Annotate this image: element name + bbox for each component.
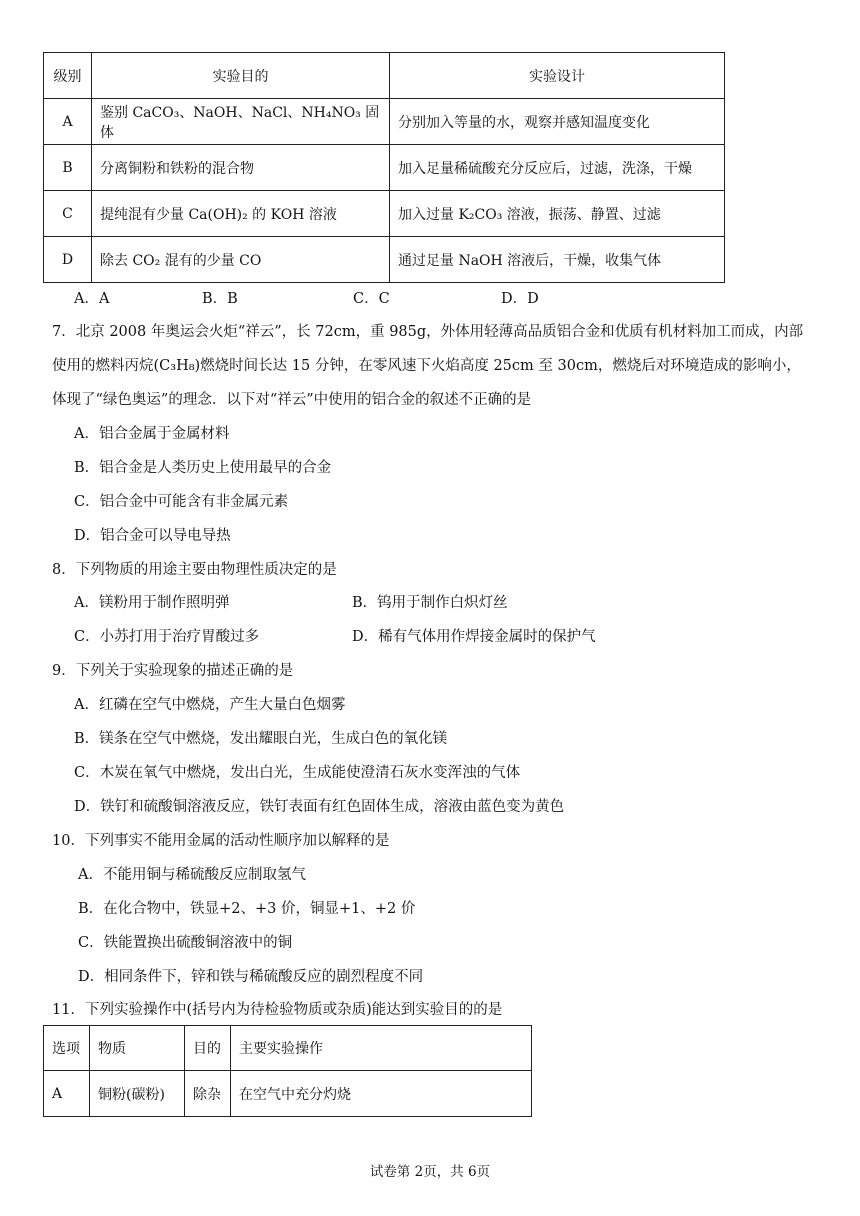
header-substance: 物质	[90, 1026, 185, 1071]
q7-option-a: A．铝合金属于金属材料	[74, 426, 230, 442]
table-row	[44, 191, 725, 237]
header-option: 选项	[44, 1026, 90, 1071]
header-level: 级别	[44, 53, 92, 99]
row-option: A	[44, 1071, 90, 1117]
q10-option-d: D．相同条件下，锌和铁与稀硫酸反应的剧烈程度不同	[78, 969, 424, 985]
experiment-operation-table	[43, 1025, 532, 1117]
table-row	[44, 145, 725, 191]
page-footer: 试卷第 2页，共 6页	[369, 1164, 491, 1180]
table-row	[44, 1071, 532, 1117]
header-operation: 主要实验操作	[231, 1026, 532, 1071]
q7-stem-line-3: 体现了“绿色奥运”的理念．以下对“祥云”中使用的铝合金的叙述不正确的是	[52, 392, 532, 408]
row-design: 分别加入等量的水，观察并感知温度变化	[390, 99, 725, 145]
q11-stem: 11．下列实验操作中(括号内为待检验物质或杂质)能达到实验目的的是	[52, 1002, 503, 1018]
row-purpose: 鉴别 CaCO₃、NaOH、NaCl、NH₄NO₃ 固体	[92, 99, 390, 145]
q6-option-c: C．C	[353, 291, 390, 307]
q7-stem-line-1: 7．北京 2008 年奥运会火炬“祥云”，长 72cm，重 985g，外体用轻薄高品质铝合金和优质有机材料加工而成，内部	[52, 324, 804, 340]
q9-option-c: C．木炭在氧气中燃烧，发出白光，生成能使澄清石灰水变浑浊的气体	[74, 765, 521, 781]
header-goal: 目的	[185, 1026, 231, 1071]
table-header-row	[44, 1026, 532, 1071]
row-design: 通过足量 NaOH 溶液后，干燥，收集气体	[390, 237, 725, 283]
table-row	[44, 99, 725, 145]
row-level: D	[44, 237, 92, 283]
header-purpose: 实验目的	[92, 53, 390, 99]
q6-option-b: B．B	[202, 291, 238, 307]
q8-option-d: D．稀有气体用作焊接金属时的保护气	[352, 629, 596, 645]
table-row	[44, 237, 725, 283]
q10-stem: 10．下列事实不能用金属的活动性顺序加以解释的是	[52, 833, 390, 849]
experiment-design-table	[43, 52, 725, 283]
row-design: 加入过量 K₂CO₃ 溶液，振荡、静置、过滤	[390, 191, 725, 237]
q7-option-d: D．铝合金可以导电导热	[74, 528, 231, 544]
q8-option-b: B．钨用于制作白炽灯丝	[352, 595, 508, 611]
q10-option-b: B．在化合物中，铁显+2、+3 价，铜显+1、+2 价	[78, 901, 416, 917]
q9-option-b: B．镁条在空气中燃烧，发出耀眼白光，生成白色的氧化镁	[74, 731, 448, 747]
row-goal: 除杂	[185, 1071, 231, 1117]
row-purpose: 提纯混有少量 Ca(OH)₂ 的 KOH 溶液	[92, 191, 390, 237]
q9-stem: 9．下列关于实验现象的描述正确的是	[52, 663, 294, 679]
q6-option-d: D．D	[501, 291, 539, 307]
q8-stem: 8．下列物质的用途主要由物理性质决定的是	[52, 562, 337, 578]
q8-option-a: A．镁粉用于制作照明弹	[74, 595, 230, 611]
row-purpose: 分离铜粉和铁粉的混合物	[92, 145, 390, 191]
row-substance: 铜粉(碳粉)	[90, 1071, 185, 1117]
row-operation: 在空气中充分灼烧	[231, 1071, 532, 1117]
q6-option-a: A．A	[74, 291, 110, 307]
row-level: B	[44, 145, 92, 191]
q9-option-d: D．铁钉和硫酸铜溶液反应，铁钉表面有红色固体生成，溶液由蓝色变为黄色	[74, 799, 565, 815]
header-design: 实验设计	[390, 53, 725, 99]
q7-option-c: C．铝合金中可能含有非金属元素	[74, 494, 289, 510]
table-header-row	[44, 53, 725, 99]
row-design: 加入足量稀硫酸充分反应后，过滤，洗涤，干燥	[390, 145, 725, 191]
q9-option-a: A．红磷在空气中燃烧，产生大量白色烟雾	[74, 697, 346, 713]
q8-option-c: C．小苏打用于治疗胃酸过多	[74, 629, 260, 645]
q10-option-c: C．铁能置换出硫酸铜溶液中的铜	[78, 935, 293, 951]
q10-option-a: A．不能用铜与稀硫酸反应制取氢气	[78, 867, 306, 883]
row-level: A	[44, 99, 92, 145]
row-purpose: 除去 CO₂ 混有的少量 CO	[92, 237, 390, 283]
q7-stem-line-2: 使用的燃料丙烷(C₃H₈)燃烧时间长达 15 分钟，在零风速下火焰高度 25cm 至 30cm，燃烧后对环境造成的影响小，	[52, 358, 801, 374]
row-level: C	[44, 191, 92, 237]
q7-option-b: B．铝合金是人类历史上使用最早的合金	[74, 460, 332, 476]
